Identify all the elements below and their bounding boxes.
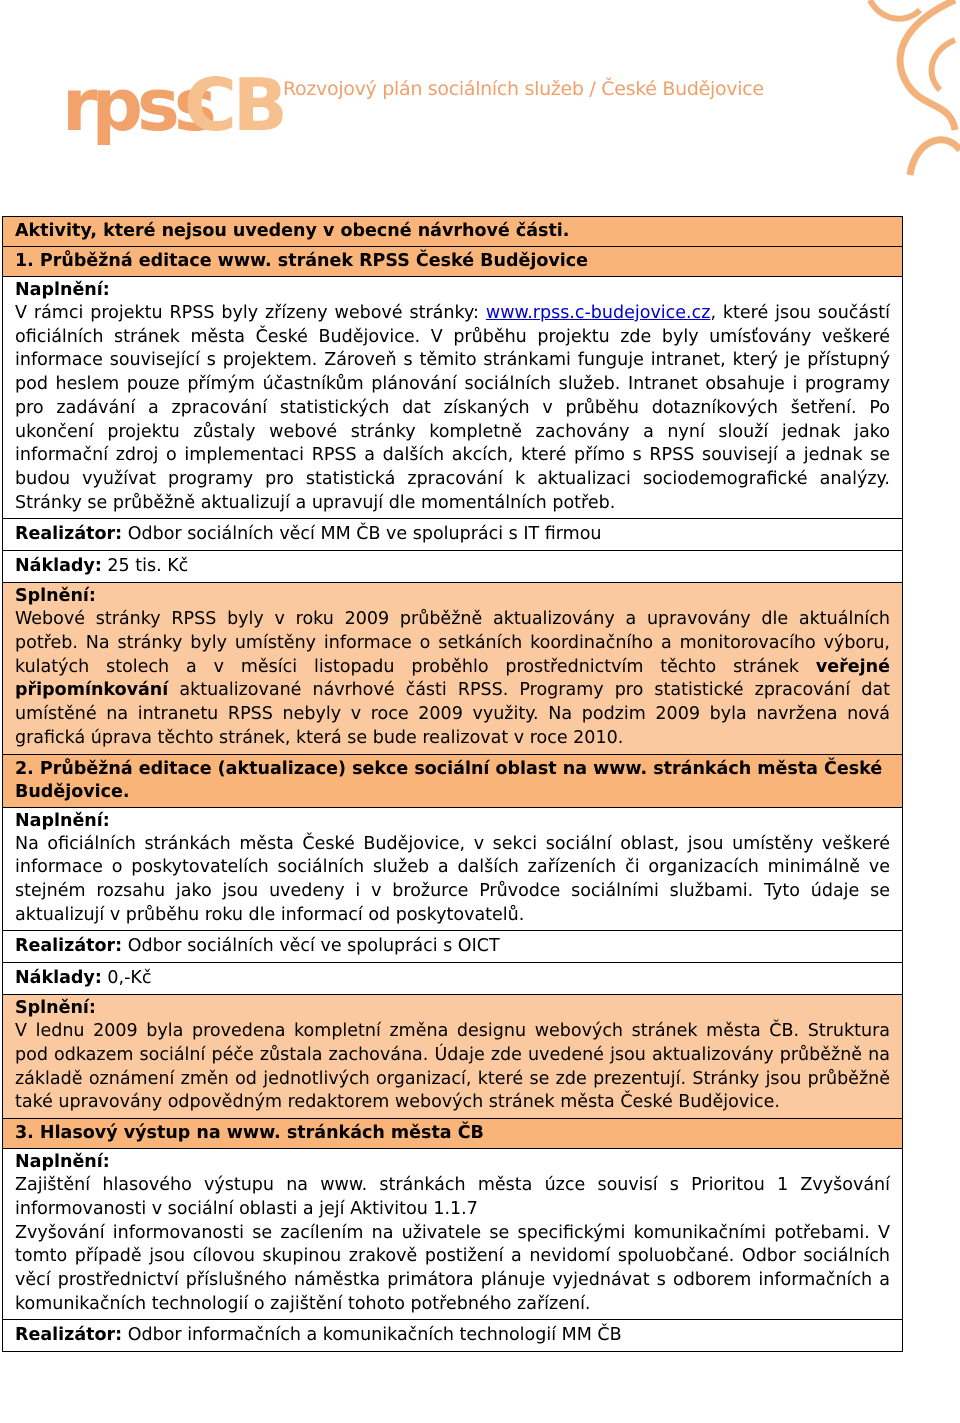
- naplneni-label: Naplnění:: [15, 280, 110, 300]
- item2-splneni-text: V lednu 2009 byla provedena kompletní změna designu webových stránek města ČB. Struktura pod odkazem sociální péče zůstala zachována. Údaje zde uvedené jsou aktualizovány průběžně na základě oznámení změn od jednotlivých organizací, které se zde prezentují. Stránky jsou průběžně také upravovány odpovědným redaktorem webových stránek města České Budějovice.: [15, 1021, 890, 1113]
- item2-naplneni-text: Na oficiálních stránkách města České Budějovice, v sekci sociální oblast, jsou umístěny veškeré informace o poskytovatelích sociálních služeb a dalších zařízeních či organizacích minimálně ve stejném rozsahu jako jsou uvedeny i v brožurce Průvodce sociálními službami. Tyto údaje se aktualizují v průběhu roku dle informací od poskytovatelů.: [15, 833, 890, 925]
- item2-splneni: [3, 995, 902, 1119]
- header-tagline: Rozvojový plán sociálních služeb / České Budějovice: [283, 78, 764, 100]
- item1-realizator: Realizátor: Odbor sociálních věcí MM ČB ve spolupráci s IT firmou: [3, 519, 902, 551]
- item2-realizator: Realizátor: Odbor sociálních věcí ve spolupráci s OICT: [3, 931, 902, 963]
- item1-naplneni: [3, 277, 902, 519]
- rpss-cb-logo: [62, 50, 284, 160]
- item1-title: 1. Průběžná editace www. stránek RPSS České Budějovice: [3, 247, 902, 277]
- naplneni-label: Naplnění:: [15, 1152, 110, 1173]
- item3-naplneni-text2: Zvyšování informovanosti se zacílením na uživatele se specifickými komunikačními potřebami. V tomto případě jsou cílovou skupinou zrakově postižení a nevidomí spoluobčané. Odbor sociálních věcí prostřednictví příslušného náměstka primátora plánuje vyjednávat s odborem informačních a komunikačních technologií o zajištění tohoto potřebného zařízení.: [15, 1222, 890, 1314]
- decorative-ornament: [850, 0, 960, 175]
- svg-text:CB: CB: [184, 63, 284, 147]
- item1-naklady: Náklady: 25 tis. Kč: [3, 551, 902, 583]
- item1-splneni: [3, 583, 902, 754]
- item2-naklady: Náklady: 0,-Kč: [3, 963, 902, 995]
- item3-title: 3. Hlasový výstup na www. stránkách města ČB: [3, 1119, 902, 1149]
- page-header: [0, 0, 960, 200]
- item1-naplneni-text: V rámci projektu RPSS byly zřízeny webové stránky: www.rpss.c-budejovice.cz, které jsou součástí oficiálních stránek města České Budějovice. V průběhu projektu zde byly umísťovány veškeré informace související s projektem. Zároveň s těmito stránkami funguje intranet, který je přístupný pod heslem pouze přímým účastníkům plánování sociálních služeb. Intranet obsahuje i programy pro zadávání a zpracování statistických dat získaných v průběhu dotazníkových šetření. Po ukončení projektu zůstaly webové stránky kompletně zachovány a nyní slouží jednak jako informační zdroj o implementaci RPSS a dalších akcích, které přímo s RPSS souvisejí a jednak se budou využívat programy pro statistická zpracování k aktualizaci sociodemografické analýzy. Stránky se průběžně aktualizují a upravují dle momentálních potřeb.: [15, 303, 890, 513]
- svg-text:rpss: rpss: [62, 63, 211, 147]
- item2-title: 2. Průběžná editace (aktualizace) sekce sociální oblast na www. stránkách města České Budějovice.: [3, 755, 902, 808]
- splneni-label: Splnění:: [15, 586, 96, 607]
- item3-realizator: Realizátor: Odbor informačních a komunikačních technologií MM ČB: [3, 1320, 902, 1352]
- splneni-label: Splnění:: [15, 998, 96, 1019]
- item1-splneni-text: Webové stránky RPSS byly v roku 2009 průběžně aktualizovány a upravovány dle aktuálních potřeb. Na stránky byly umístěny informace o setkáních koordinačního a monitorovacího výboru, kulatých stolech a v měsíci listopadu proběhlo prostřednictvím těchto stránek veřejné připomínkování aktualizované návrhové části RPSS. Programy pro statistické zpracování dat umístěné na intranetu RPSS nebyly v roce 2009 využity. Na podzim 2009 byla navržena nová grafická úprava těchto stránek, která se bude realizovat v roce 2010.: [15, 609, 890, 748]
- item3-naplneni-text1: Zajištění hlasového výstupu na www. stránkách města úzce souvisí s Prioritou 1 Zvyšování informovanosti v sociální oblasti a její Aktivitou 1.1.7: [15, 1175, 890, 1219]
- item3-naplneni: [3, 1149, 902, 1320]
- naplneni-label: Naplnění:: [15, 810, 110, 831]
- rpss-website-link[interactable]: www.rpss.c-budejovice.cz: [485, 303, 711, 323]
- activities-table: [2, 216, 903, 1352]
- item2-naplneni: [3, 808, 902, 932]
- section-heading: Aktivity, které nejsou uvedeny v obecné návrhové části.: [3, 217, 902, 247]
